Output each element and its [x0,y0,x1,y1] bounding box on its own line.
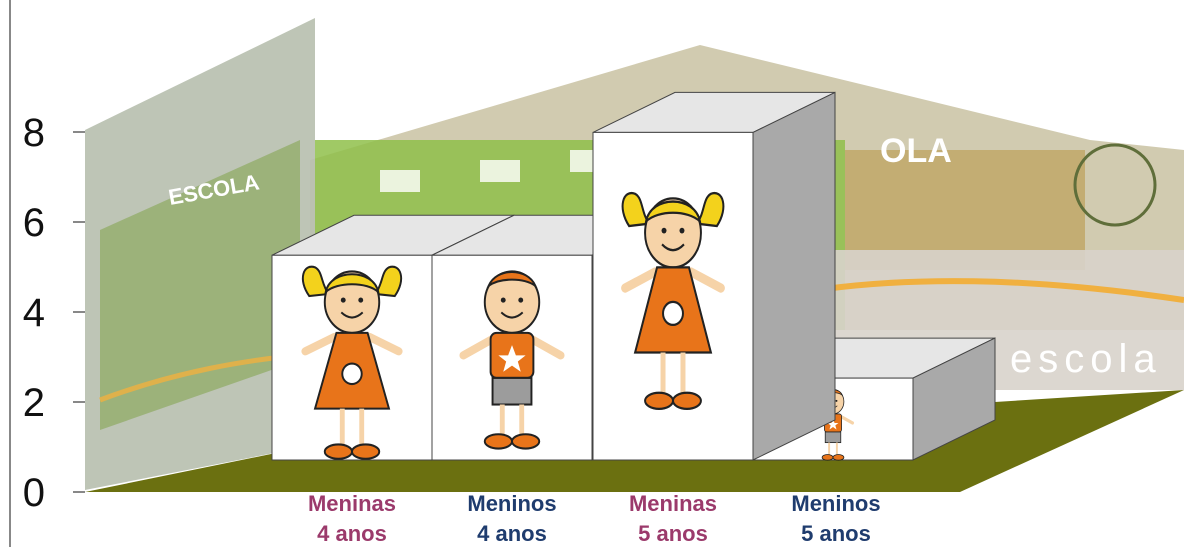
x-category-label-line2: 5 anos [801,521,871,546]
x-category-label [467,491,556,546]
y-axis [10,0,85,547]
x-category-label [308,491,396,546]
x-category-label-line1: Meninos [791,491,881,516]
bar-side-face [753,92,835,460]
bar [593,92,835,460]
sign-text: escola [1010,337,1162,381]
y-tick-label: 6 [22,201,45,245]
x-category-label-line1: Meninas [307,491,397,516]
school-window [380,170,420,192]
y-tick-label: 8 [22,111,45,155]
x-category-label-line2: 4 anos [317,521,387,546]
sign-text: OLA [880,132,952,170]
x-category-label-line2: 4 anos [477,521,547,546]
sign-text: ESCOLA [166,169,262,210]
x-axis-labels [308,491,881,546]
x-category-label [629,491,717,546]
y-tick-label: 0 [22,471,45,515]
x-category-label-line2: 5 anos [638,521,708,546]
x-category-label-line1: Meninos [467,491,557,516]
x-category-label-line1: Meninas [628,491,718,516]
school-window [480,160,520,182]
x-category-label [791,491,880,546]
y-tick-label: 2 [22,381,45,425]
y-tick-label: 4 [22,291,45,335]
